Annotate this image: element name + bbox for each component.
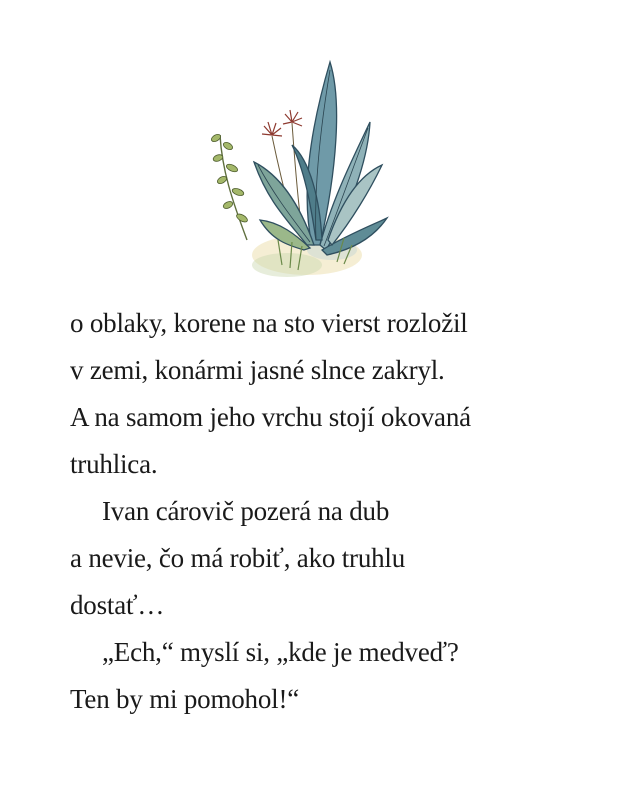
text-line: A na samom jeho vrchu stojí okovaná	[70, 402, 471, 432]
text-line: Ten by mi pomohol!“	[70, 684, 300, 714]
plant-illustration	[192, 50, 392, 290]
text-line: truhlica.	[70, 449, 158, 479]
text-line: v zemi, konármi jasné slnce zakryl.	[70, 355, 445, 385]
text-line-indented: Ivan cárovič pozerá na dub	[102, 496, 390, 526]
text-line: a nevie, čo má robiť, ako truhlu	[70, 543, 406, 573]
text-line-indented: „Ech,“ myslí si, „kde je medveď?	[102, 637, 459, 667]
text-line: dostať…	[70, 590, 165, 620]
plant-illustration-svg	[192, 50, 392, 290]
story-text	[70, 300, 610, 723]
text-line: o oblaky, korene na sto vierst rozložil	[70, 308, 468, 338]
